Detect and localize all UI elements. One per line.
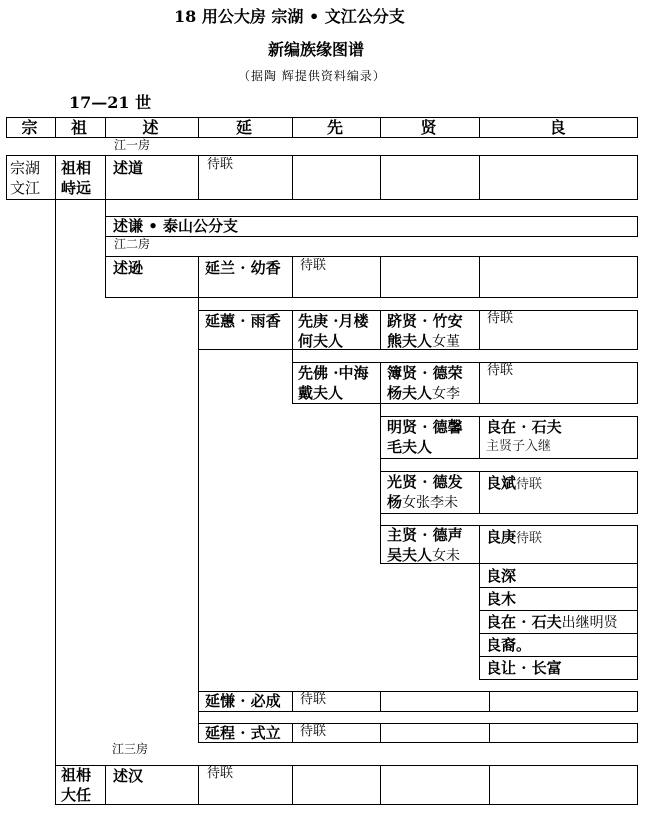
header-zong: 宗 [21, 118, 40, 137]
gen-yanqian: 延慊 · 必成 [205, 692, 281, 710]
cell-divider [55, 155, 56, 200]
cell-divider [292, 691, 293, 712]
cell-divider [479, 310, 480, 350]
row-shuxun [105, 256, 638, 298]
gen-liangyi: 良裔。 [486, 636, 532, 654]
pending-yancheng: 待联 [300, 724, 327, 739]
gen-shuqian: 述谦 • 泰山公分支 [113, 217, 239, 235]
cell-divider [380, 723, 381, 743]
cell-divider [479, 471, 480, 514]
header-xian2: 贤 [420, 118, 439, 137]
cell-divider [292, 723, 293, 743]
pending-shudao: 待联 [207, 157, 234, 172]
cell-divider [105, 765, 106, 805]
cell-divider [380, 362, 381, 404]
cell-divider [479, 610, 638, 611]
gen-zunan: 祖枏 大任 [61, 766, 92, 804]
row-shudao [6, 155, 638, 200]
header-yan: 延 [235, 118, 254, 137]
branch-jiang2: 江二房 [114, 237, 151, 251]
gen-shuxun: 述逊 [113, 259, 144, 277]
cell-divider [292, 256, 293, 298]
doc-subtitle: 新编族缘图谱 [268, 40, 365, 59]
cell-divider [380, 310, 381, 350]
cell-divider [479, 155, 480, 200]
gen-liangzai: 良在 · 石夫 主贤子入继 [486, 418, 562, 454]
gen-zhuxian: 主贤 · 德声 吴夫人女未 [387, 526, 463, 564]
cell-divider [479, 633, 638, 634]
gen-liangshen: 良深 [486, 567, 517, 585]
header-shu: 述 [142, 118, 161, 137]
cell-divider [292, 310, 293, 350]
cell-divider [380, 256, 381, 298]
pending-yanqian: 待联 [300, 692, 327, 707]
gen-liangzai-2: 良在 · 石夫出继明贤 [486, 613, 618, 631]
cell-divider [479, 362, 480, 404]
gen-lianggeng: 良庚待联 [486, 528, 543, 546]
pending-buxian: 待联 [487, 363, 514, 378]
tree-line-xian [292, 350, 293, 362]
pending-shuhan: 待联 [207, 766, 234, 781]
gen-yanlan: 延兰 · 幼香 [205, 259, 281, 277]
cell-divider [380, 765, 381, 805]
cell-divider [479, 256, 480, 298]
pending-yanlan: 待联 [300, 258, 327, 273]
cell-divider [489, 691, 490, 712]
pending-jixian: 待联 [487, 311, 514, 326]
cell-divider [105, 155, 106, 200]
gen-zonghu: 宗湖 文江 [10, 159, 41, 197]
gen-liangmu: 良木 [486, 590, 517, 608]
cell-divider [380, 691, 381, 712]
cell-divider [479, 587, 638, 588]
cell-divider [198, 155, 199, 200]
cell-divider [292, 155, 293, 200]
gen-buxian: 簿贤 · 德荣 杨夫人女李 [387, 364, 463, 402]
gen-guangxian: 光贤 · 德发 杨女张李未 [387, 473, 463, 511]
gen-shudao: 述道 [113, 159, 144, 177]
gen-liangbin: 良斌待联 [486, 474, 543, 492]
branch-jiang3: 江三房 [112, 742, 149, 756]
tree-line-yan [198, 298, 199, 743]
header-xian: 先 [326, 118, 345, 137]
gen-liangrang: 良让 · 长富 [486, 659, 562, 677]
cell-divider [198, 256, 199, 298]
cell-divider [479, 563, 638, 564]
doc-source-note: （据陶 辉提供资料编录） [238, 69, 386, 83]
gen-xianfo: 先佛 ·中海 戴夫人 [298, 364, 369, 402]
doc-title: 18 用公大房 宗湖 • 文江公分支 [174, 7, 405, 26]
cell-divider [489, 765, 490, 805]
gen-zuxiang: 祖相 峙远 [61, 159, 92, 197]
gen-yanhui: 延蕙 · 雨香 [205, 312, 281, 330]
gen-shuhan: 述汉 [113, 767, 144, 785]
cell-divider [479, 416, 480, 459]
header-zu: 祖 [70, 118, 89, 137]
tree-line-zu [55, 200, 56, 765]
generations-label: 17—21 世 [69, 93, 152, 112]
gen-xiangeng: 先庚 ·月楼 何夫人 [298, 312, 369, 350]
cell-divider [489, 723, 490, 743]
gen-mingxian: 明贤 · 德馨 毛夫人 [387, 418, 463, 456]
gen-yancheng: 延程 · 式立 [205, 724, 281, 742]
cell-divider [292, 765, 293, 805]
cell-divider [479, 656, 638, 657]
cell-divider [198, 765, 199, 805]
gen-jixian: 跻贤 · 竹安 熊夫人女堇 [387, 312, 463, 350]
header-liang: 良 [549, 118, 568, 137]
cell-divider [380, 155, 381, 200]
branch-jiang1: 江一房 [114, 138, 151, 152]
